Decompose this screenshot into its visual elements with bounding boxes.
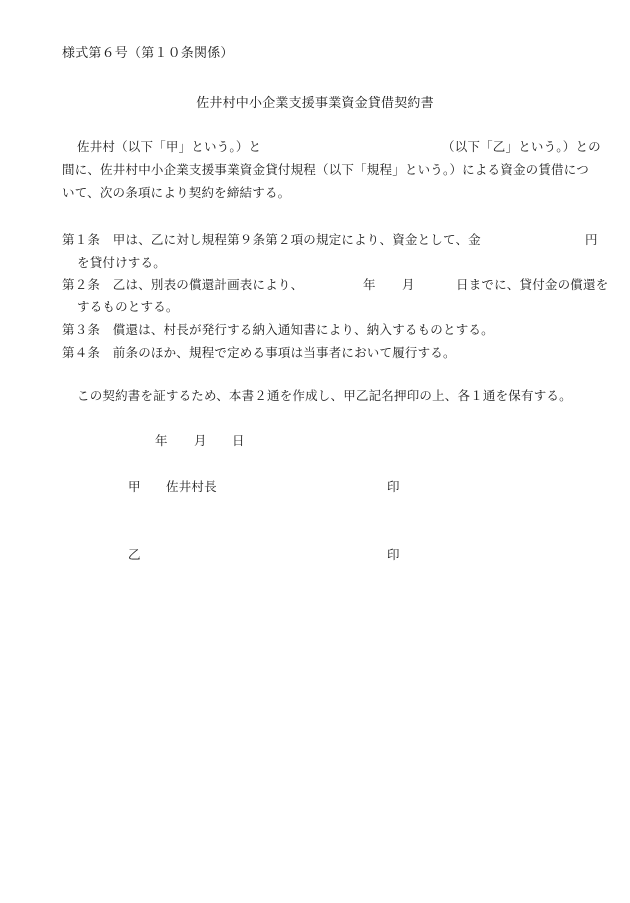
seal-mark-a: 印: [387, 479, 400, 494]
article-1-continuation: を貸付けする。: [77, 255, 166, 270]
article-3: 第３条 償還は、村長が発行する納入通知書により、納入するものとする。: [62, 322, 494, 337]
party-a-name: 佐井村長: [166, 479, 217, 494]
preamble-line-3: いて、次の条項により契約を締結する。: [62, 185, 291, 200]
article-2-tail: 日までに、貸付金の償還を: [456, 277, 609, 292]
seal-mark-b: 印: [387, 547, 400, 562]
closing-statement: この契約書を証するため、本書２通を作成し、甲乙記名押印の上、各１通を保有する。: [77, 388, 572, 403]
article-2-month-unit: 月: [402, 277, 415, 292]
article-2: 第２条 乙は、別表の償還計画表により、: [62, 277, 304, 292]
article-1: 第１条 甲は、乙に対し規程第９条第２項の規定により、資金として、金: [62, 232, 481, 247]
preamble-party-a: 佐井村（以下「甲」という。）と: [77, 139, 262, 154]
party-b-label: 乙: [128, 547, 141, 562]
party-a-label: 甲: [128, 479, 141, 494]
article-2-year-unit: 年: [363, 277, 376, 292]
date-day-unit: 日: [232, 433, 245, 448]
form-number: 様式第６号（第１０条関係）: [62, 46, 234, 61]
date-month-unit: 月: [194, 433, 207, 448]
article-2-continuation: するものとする。: [77, 299, 179, 314]
date-year-unit: 年: [155, 433, 168, 448]
preamble-party-b: （以下「乙」という。）との: [442, 139, 601, 154]
preamble-line-2: 間に、佐井村中小企業支援事業資金貸付規程（以下「規程」という。）による資金の賃借につ: [62, 162, 589, 177]
article-1-yen-unit: 円: [585, 232, 598, 247]
document-title: 佐井村中小企業支援事業資金貸借契約書: [196, 96, 434, 111]
article-4: 第４条 前条のほか、規程で定める事項は当事者において履行する。: [62, 345, 456, 360]
